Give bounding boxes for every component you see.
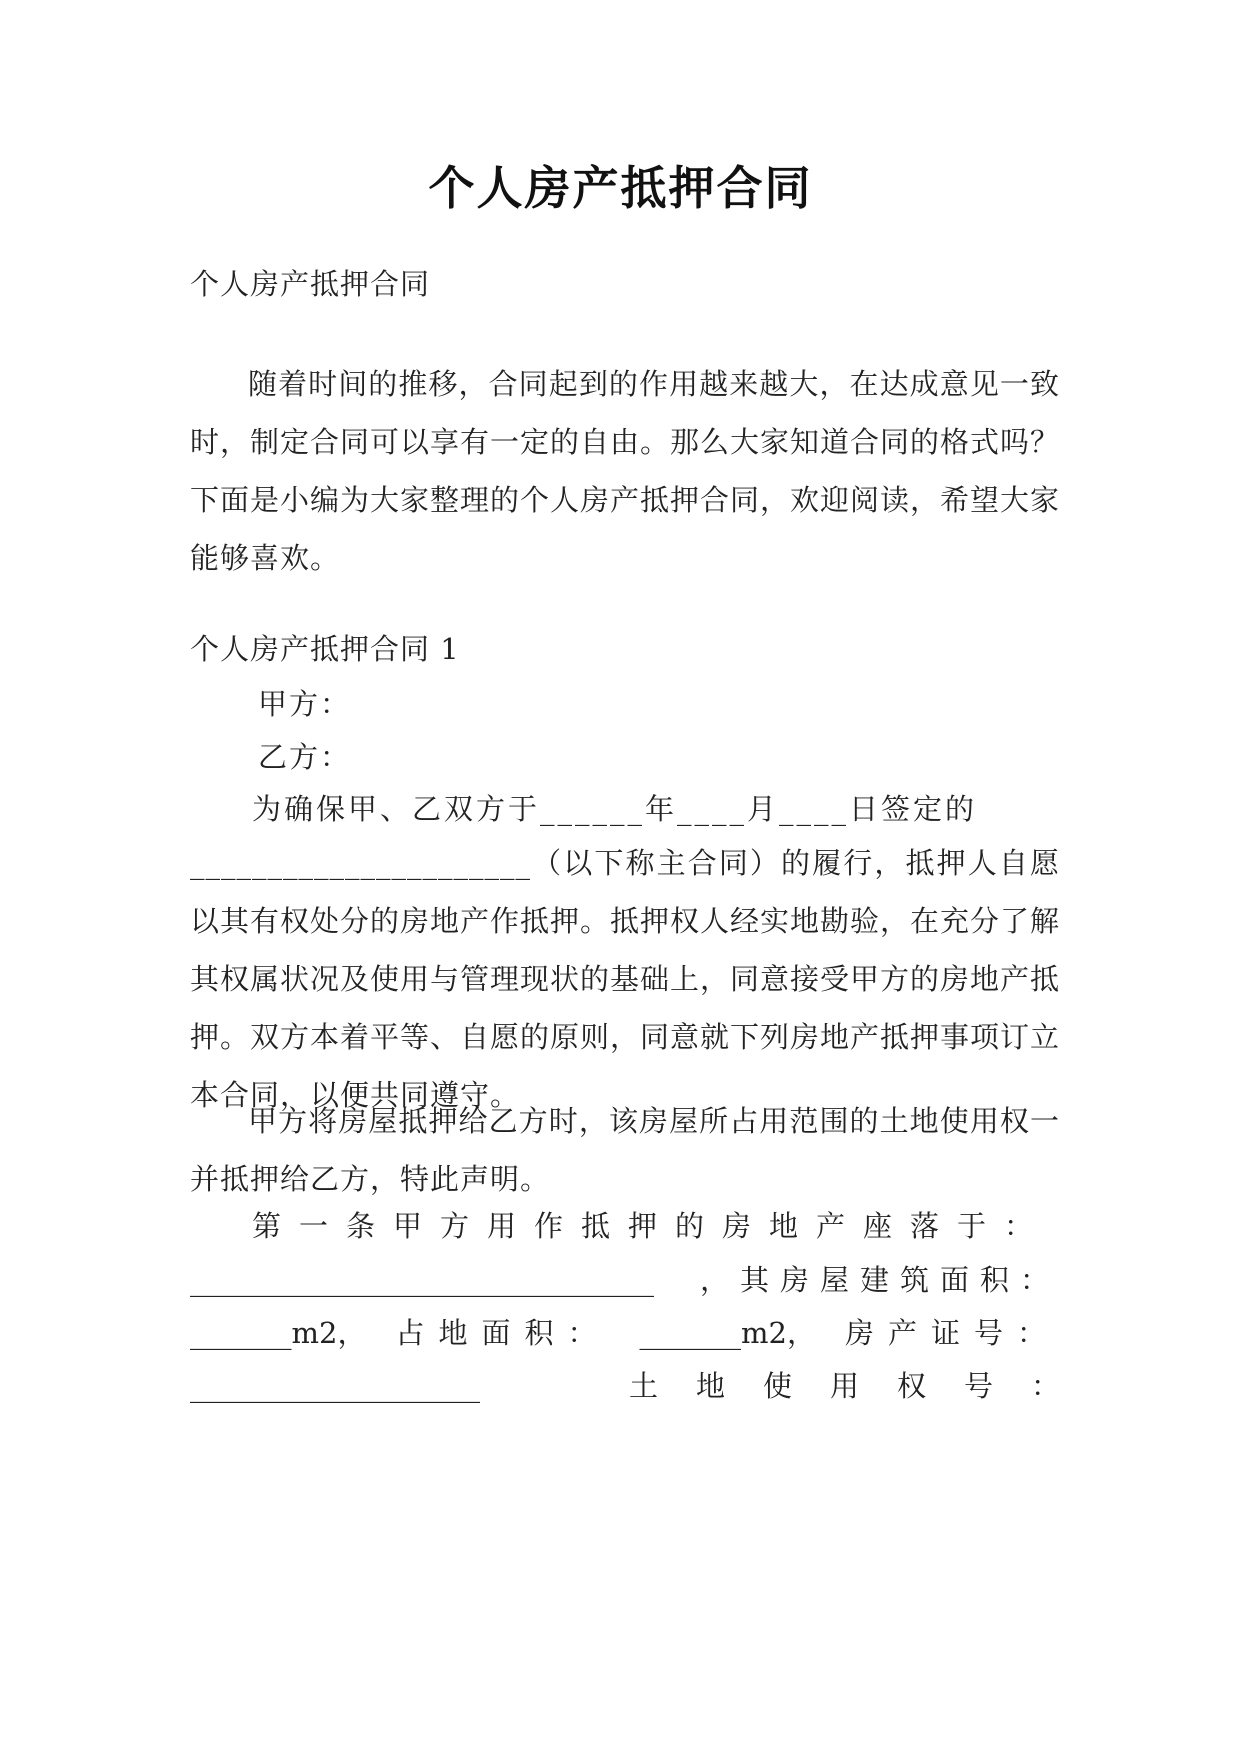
intro-paragraph: 随着时间的推移，合同起到的作用越来越大，在达成意见一致时，制定合同可以享有一定的自由。那么大家知道合同的格式吗？下面是小编为大家整理的个人房产抵押合同，欢迎阅读，希望大家能够喜欢。 <box>190 367 1061 575</box>
land-area-label: 占地面积： <box>395 1316 611 1350</box>
contract-paragraph-1-first-line: 为确保甲、乙双方于______年____月____日签定的 <box>252 792 978 826</box>
document-title: 个人房产抵押合同 <box>428 161 813 215</box>
article-1-line-3 <box>190 1304 1060 1362</box>
address-blank: ________________________________ <box>190 1263 654 1297</box>
contract-paragraph-2: 甲方将房屋抵押给乙方时，该房屋所占用范围的土地使用权一并抵押给乙方，特此声明。 <box>190 1104 1060 1196</box>
property-cert-blank: ____________________ <box>190 1369 480 1403</box>
property-cert-label: 房产证号： <box>844 1316 1060 1350</box>
article-1-text: 第一条甲方用作抵押的房地产座落于： <box>252 1209 1052 1243</box>
building-area-label: ，其房屋建筑面积： <box>699 1263 1060 1297</box>
document-subtitle: 个人房产抵押合同 <box>190 267 431 301</box>
land-area-blank: _______m2， <box>639 1316 816 1350</box>
party-b-label: 乙方： <box>258 740 352 774</box>
party-a-label: 甲方： <box>258 687 352 721</box>
article-1-line-1 <box>190 1197 1060 1255</box>
contract-paragraph-1: ______________________（以下称主合同）的履行，抵押人自愿以其有权处分的房地产作抵押。抵押权人经实地勘验，在充分了解其权属状况及使用与管理现状的基础上，同意接受甲方的房地产抵押。双方本着平等、自愿的原则，同意就下列房地产抵押事项订立本合同，以便共同遵守。 <box>190 846 1061 1112</box>
building-area-blank: _______m2， <box>190 1316 367 1350</box>
land-use-right-label: 土地使用权号： <box>628 1369 1098 1403</box>
article-1-line-2 <box>190 1251 1060 1309</box>
section-heading: 个人房产抵押合同 1 <box>190 632 460 666</box>
article-1-line-4 <box>190 1357 1098 1415</box>
